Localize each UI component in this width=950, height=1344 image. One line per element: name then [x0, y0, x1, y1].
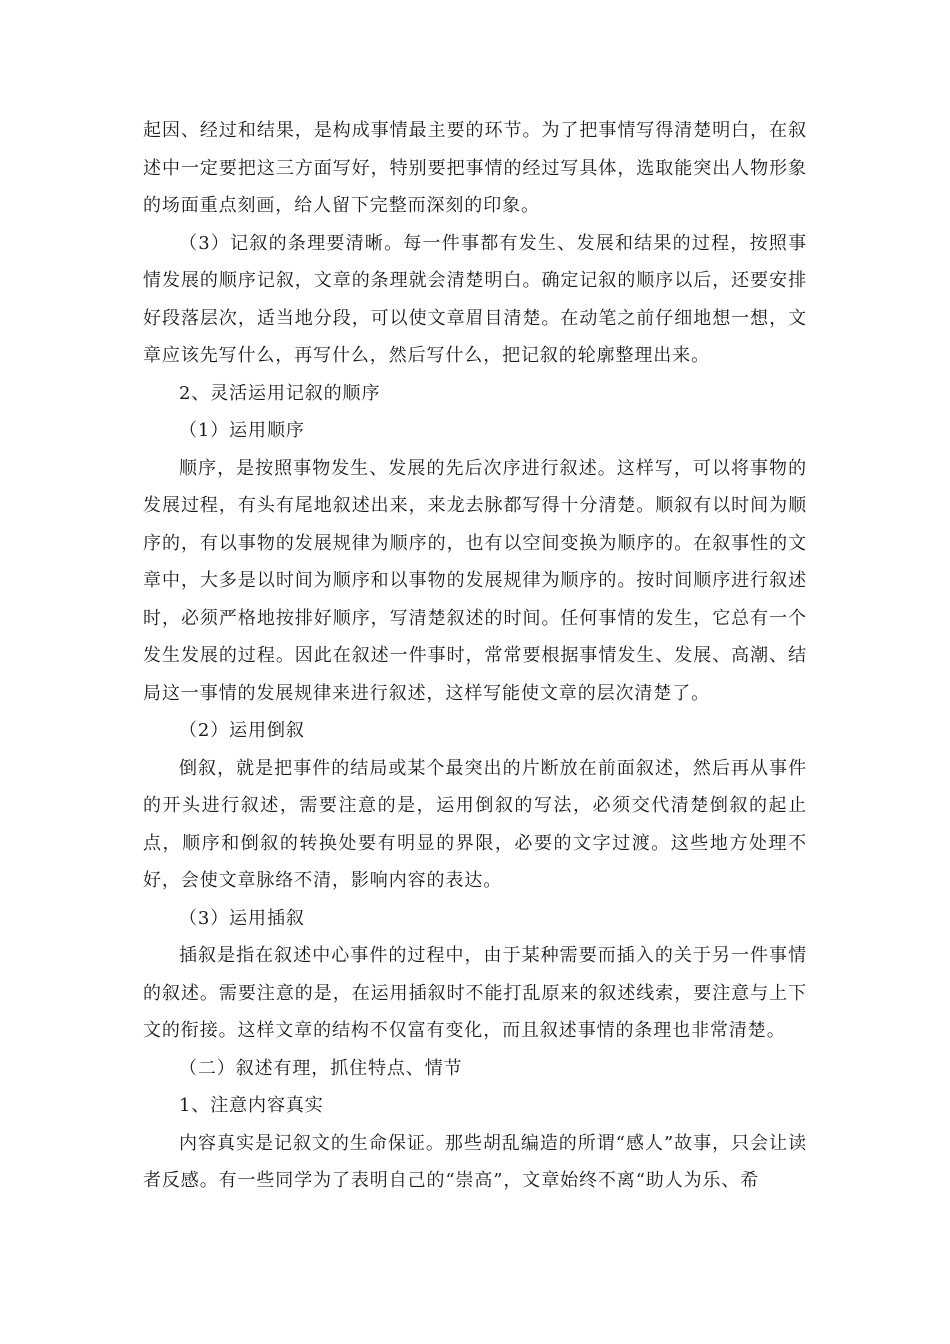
document-body: [143, 112, 807, 1200]
paragraph-interpolation: 插叙是指在叙述中心事件的过程中，由于某种需要而插入的关于另一件事情的叙述。需要注意的是，在运用插叙时不能打乱原来的叙述线索，要注意与上下文的衔接。这样文章的结构不仅富有变化，而且叙述事情的条理也非常清楚。: [143, 945, 807, 1041]
subheading-interpolation: （3）运用插叙: [179, 907, 305, 929]
paragraph-authentic-content: 内容真实是记叙文的生命保证。那些胡乱编造的所谓“感人”故事，只会让读者反感。有一些同学为了表明自己的“崇高”，文章始终不离“助人为乐、希: [143, 1132, 807, 1191]
paragraph-flashback: 倒叙，就是把事件的结局或某个最突出的片断放在前面叙述，然后再从事件的开头进行叙述，需要注意的是，运用倒叙的写法，必须交代清楚倒叙的起止点，顺序和倒叙的转换处要有明显的界限，必要的文字过渡。这些地方处理不好，会使文章脉络不清，影响内容的表达。: [143, 757, 807, 891]
subheading-authentic-content: 1、注意内容真实: [179, 1095, 324, 1116]
paragraph-clear-structure: （3）记叙的条理要清晰。每一件事都有发生、发展和结果的过程，按照事情发展的顺序记叙，文章的条理就会清楚明白。确定记叙的顺序以后，还要安排好段落层次，适当地分段，可以使文章眉目清楚。在动笔之前仔细地想一想，文章应该先写什么，再写什么，然后写什么，把记叙的轮廓整理出来。: [143, 232, 807, 366]
subheading-chronological: （1）运用顺序: [179, 420, 305, 441]
section-heading-narrative-order: 2、灵活运用记叙的顺序: [179, 382, 381, 404]
section-heading-reasoned-narration: （二）叙述有理，抓住特点、情节: [179, 1057, 463, 1079]
subheading-flashback: （2）运用倒叙: [179, 720, 305, 741]
paragraph-continuation: 起因、经过和结果，是构成事情最主要的环节。为了把事情写得清楚明白，在叙述中一定要把这三方面写好，特别要把事情的经过写具体，选取能突出人物形象的场面重点刻画，给人留下完整而深刻的印象。: [143, 120, 807, 216]
paragraph-chronological: 顺序，是按照事物发生、发展的先后次序进行叙述。这样写，可以将事物的发展过程，有头有尾地叙述出来，来龙去脉都写得十分清楚。顺叙有以时间为顺序的，有以事物的发展规律为顺序的，也有以空间变换为顺序的。在叙事性的文章中，大多是以时间为顺序和以事物的发展规律为顺序的。按时间顺序进行叙述时，必须严格地按排好顺序，写清楚叙述的时间。任何事情的发生，它总有一个发生发展的过程。因此在叙述一件事时，常常要根据事情发生、发展、高潮、结局这一事情的发展规律来进行叙述，这样写能使文章的层次清楚了。: [143, 457, 807, 704]
